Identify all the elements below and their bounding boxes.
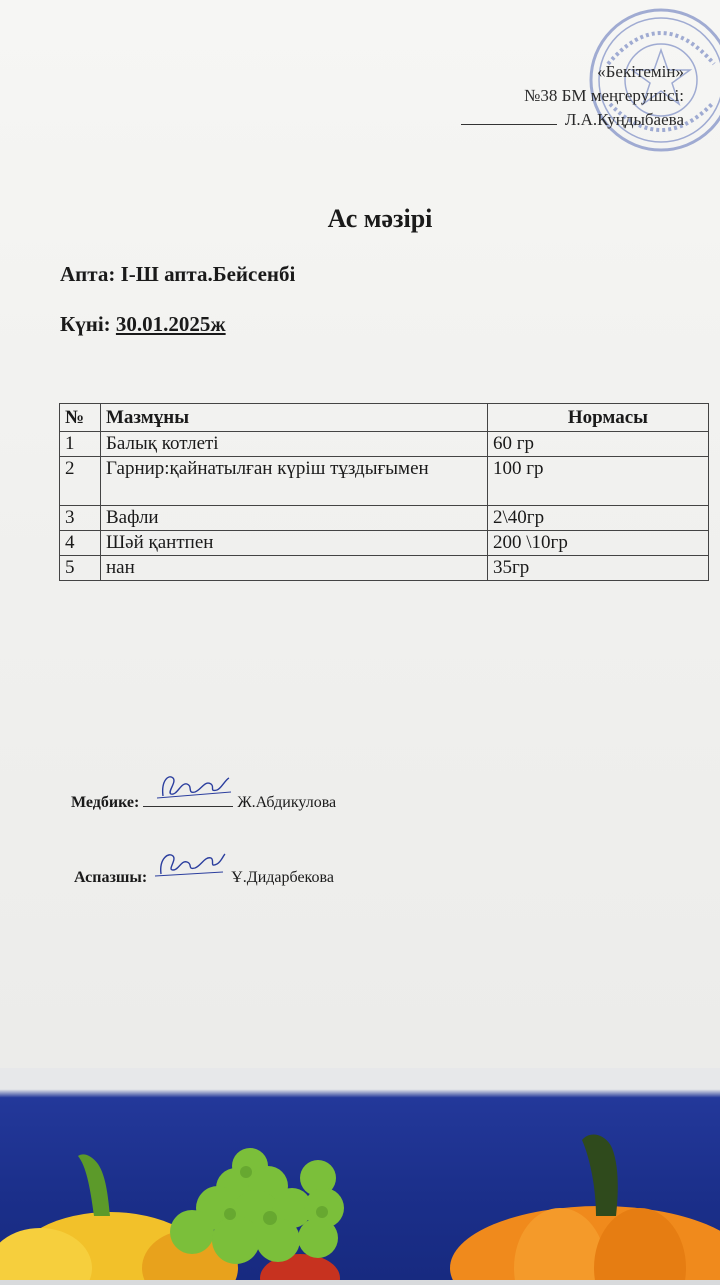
- nurse-signature-icon: [143, 792, 233, 807]
- approval-block: [461, 60, 684, 132]
- approval-position: №38 БМ меңгерушісі:: [524, 86, 684, 105]
- column-header-content: Мазмұны: [101, 404, 488, 432]
- column-header-norm: Нормасы: [488, 404, 709, 432]
- date-value: 30.01.2025ж: [115, 312, 226, 336]
- row-content: Гарнир:қайнатылған күріш тұздығымен: [101, 457, 488, 506]
- date-label: Күні:: [60, 312, 111, 336]
- week-line: [60, 262, 295, 287]
- row-number: 4: [60, 531, 101, 556]
- cook-signature-icon: [151, 868, 227, 882]
- week-value: І-Ш апта.Бейсенбі: [120, 262, 296, 286]
- cook-signature-line: [74, 868, 334, 887]
- menu-table: [59, 403, 709, 581]
- row-number: 2: [60, 457, 101, 506]
- row-norm: 200 \10гр: [488, 531, 709, 556]
- row-norm: 100 гр: [488, 457, 709, 506]
- table-row: [60, 556, 709, 581]
- table-header-row: [60, 404, 709, 432]
- row-number: 5: [60, 556, 101, 581]
- approval-heading: «Бекітемін»: [597, 62, 684, 81]
- cook-name: Ұ.Дидарбекова: [231, 869, 334, 886]
- row-content: Шәй қантпен: [101, 531, 488, 556]
- date-line: [60, 312, 226, 337]
- cook-label: Аспазшы:: [74, 869, 148, 886]
- approval-name: Л.А.Куңдыбаева: [564, 110, 684, 129]
- week-label: Апта:: [60, 262, 116, 286]
- row-content: Балық котлеті: [101, 432, 488, 457]
- table-row: [60, 531, 709, 556]
- nurse-label: Медбике:: [71, 794, 140, 811]
- row-norm: 2\40гр: [488, 506, 709, 531]
- row-number: 3: [60, 506, 101, 531]
- background-poster: [0, 1068, 720, 1280]
- vegetables-illustration-icon: [0, 1068, 720, 1280]
- nurse-signature-line: [71, 792, 336, 812]
- nurse-name: Ж.Абдикулова: [237, 794, 337, 811]
- table-row: [60, 432, 709, 457]
- column-header-number: №: [60, 404, 101, 432]
- row-norm: 60 гр: [488, 432, 709, 457]
- row-content: Вафли: [101, 506, 488, 531]
- row-norm: 35гр: [488, 556, 709, 581]
- page-title: Ас мәзірі: [327, 204, 433, 233]
- row-number: 1: [60, 432, 101, 457]
- row-content: нан: [101, 556, 488, 581]
- table-row: [60, 457, 709, 506]
- approval-signature-line: [461, 110, 557, 125]
- table-row: [60, 506, 709, 531]
